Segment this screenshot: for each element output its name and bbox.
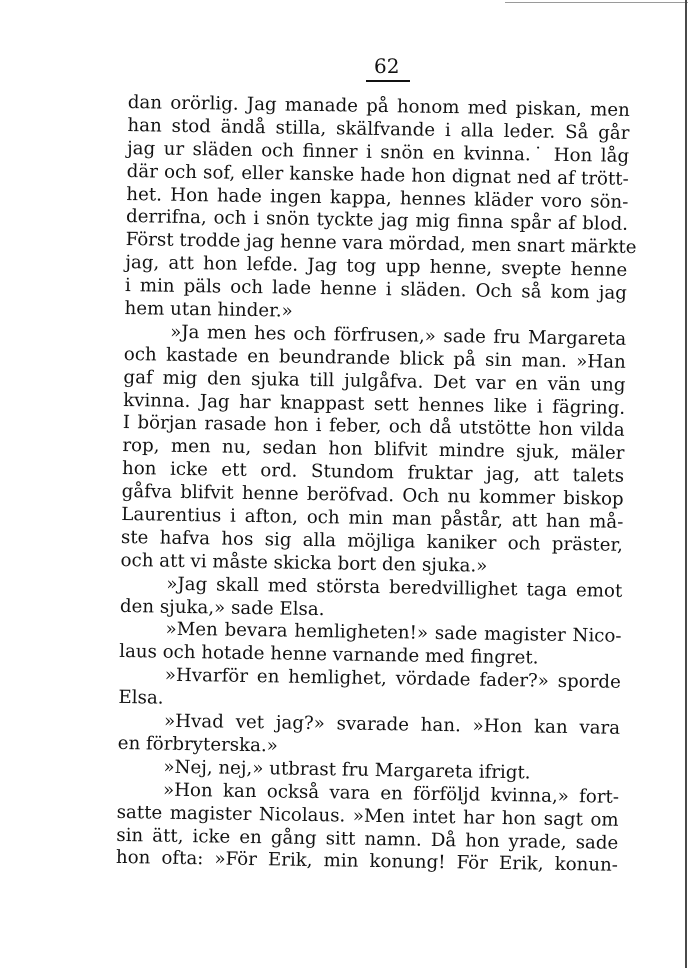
text-line: jag, att hon lefde. Jag tog upp henne, svepte henne: [125, 252, 628, 282]
text-line: Elsa.: [118, 687, 164, 709]
text-line: gåfva blifvit henne beröfvad. Och nu kommer biskop: [121, 481, 624, 510]
text-line: »Men bevara hemligheten!» sade magister Nico-: [165, 619, 622, 648]
text-line: »Hvad vet jag?» svarade han. »Hon kan vara: [163, 710, 621, 739]
text-line: han stod ändå stilla, skälfvande i alla leder. Så går: [127, 114, 630, 144]
text-line: sin ätt, icke en gång sitt namn. Då hon yrade, sade: [116, 824, 619, 854]
text-line: ste hafva hos sig alla möjliga kaniker och präster,: [120, 526, 624, 556]
text-line: Laurentius i afton, och min man påstår, att han må-: [121, 503, 624, 533]
text-line: »Ja men hes och förfrusen,» sade fru Margareta: [170, 321, 627, 350]
text-line: en förbryterska.»: [117, 732, 279, 757]
scan-top-edge: [505, 2, 688, 3]
page-number-underline: [366, 80, 410, 82]
text-line: där och sof, eller kanske hade hon dignat ned af trött-: [126, 160, 629, 190]
text-line: den sjuka,» sade Elsa.: [119, 595, 325, 620]
text-line: »Nej, nej,» utbrast fru Margareta ifrigt.: [163, 756, 531, 784]
text-line: »Hvarför en hemlighet, vördade fader?» sporde: [164, 664, 621, 694]
text-line: kvinna. Jag har knappast sett hennes like i fägring.: [122, 389, 626, 419]
text-line: jag ur släden och finner i snön en kvinna.˙ Hon låg: [126, 137, 630, 167]
body-text: [115, 92, 637, 878]
text-line: derrifna, och i snön tyckte jag mig finna spår af blod.: [125, 206, 629, 236]
text-line: laus och hotade henne varnande med fingret.: [119, 641, 539, 669]
text-line: »Jag skall med största beredvillighet taga emot: [166, 573, 623, 602]
text-line: rop, men nu, sedan hon blifvit mindre sjuk, mäler: [122, 435, 625, 465]
text-line: och att vi måste skicka bort den sjuka.»: [120, 549, 488, 577]
text-line: i min päls och lade henne i släden. Och så kom jag: [124, 275, 628, 304]
page-number: 62: [374, 54, 400, 78]
text-line: hem utan hinder.»: [124, 297, 293, 322]
scan-right-edge: [685, 0, 687, 968]
text-line: och kastade en beundrande blick på sin man. »Han: [123, 343, 626, 373]
text-line: I början rasade hon i feber, och då utstötte hon vilda: [122, 412, 625, 442]
text-line: gaf mig den sjuka till julgåfva. Det var en vän ung: [123, 366, 626, 396]
text-line: Först trodde jag henne vara mördad, men snart märkte: [125, 229, 637, 259]
text-line: dan orörlig. Jag manade på honom med piskan, men: [127, 92, 630, 121]
text-line: hon ofta: »För Erik, min konung! För Erik, konun-: [115, 847, 619, 877]
text-line: het. Hon hade ingen kappa, hennes kläder voro sön-: [126, 183, 629, 213]
text-line: »Hon kan också vara en förföljd kvinna,» fort-: [162, 779, 620, 808]
text-line: satte magister Nicolaus. »Men intet har hon sagt om: [116, 801, 619, 831]
text-line: hon icke ett ord. Stundom fruktar jag, att talets: [121, 458, 625, 488]
